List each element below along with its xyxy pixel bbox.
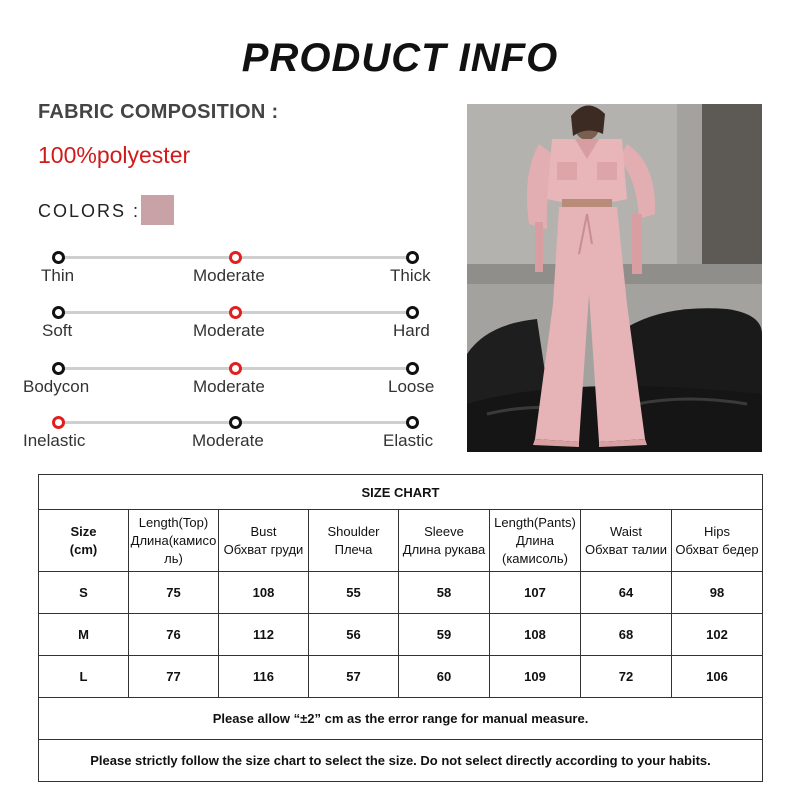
table-cell: 76 (129, 614, 219, 656)
table-cell: 60 (399, 656, 490, 698)
table-row (39, 572, 763, 614)
scale-label-right: Elastic (383, 431, 434, 450)
scale-dot-left (52, 251, 65, 264)
table-cell: 112 (219, 614, 309, 656)
table-cell: M (39, 614, 129, 656)
table-row (39, 614, 763, 656)
product-photo (467, 104, 762, 452)
table-cell: 72 (581, 656, 672, 698)
header-cell: Hips Обхват бедер (672, 510, 763, 572)
table-cell: 108 (490, 614, 581, 656)
header-cell: Bust Обхват груди (219, 510, 309, 572)
table-header-row (39, 510, 763, 572)
table-cell: 102 (672, 614, 763, 656)
table-cell: 68 (581, 614, 672, 656)
scale-fit (20, 362, 450, 412)
scale-dot-right (406, 251, 419, 264)
table-row (39, 656, 763, 698)
scale-label-left: Thin (41, 266, 75, 285)
table-cell: 77 (129, 656, 219, 698)
scale-label-right: Thick (390, 266, 431, 285)
size-selection-note: Please strictly follow the size chart to select the size. Do not select directly according to your habits. (39, 740, 763, 782)
scale-elasticity (20, 416, 450, 466)
scale-dot-left (52, 362, 65, 375)
scale-label-left: Soft (42, 321, 73, 340)
scale-label-middle: Moderate (193, 321, 265, 340)
table-cell: 75 (129, 572, 219, 614)
header-cell: Length(Pants) Длина (камисоль) (490, 510, 581, 572)
table-cell: 98 (672, 572, 763, 614)
scale-label-middle: Moderate (192, 431, 264, 450)
scale-dot-left (52, 306, 65, 319)
scale-dot-right (406, 306, 419, 319)
scale-label-middle: Moderate (193, 266, 265, 285)
scale-label-middle: Moderate (193, 377, 265, 396)
color-swatch[interactable] (141, 195, 174, 225)
page-title: PRODUCT INFO (241, 36, 559, 80)
size-chart-table (38, 474, 763, 782)
table-cell: 106 (672, 656, 763, 698)
fabric-composition-label: FABRIC COMPOSITION : (38, 101, 279, 123)
header-cell: Size (cm) (39, 510, 129, 572)
scale-dot-right (406, 362, 419, 375)
size-chart-title: SIZE CHART (39, 475, 763, 510)
scale-dot-middle (229, 416, 242, 429)
table-cell: 64 (581, 572, 672, 614)
table-cell: 55 (309, 572, 399, 614)
scale-label-right: Hard (393, 321, 430, 340)
scale-dot-middle (229, 362, 242, 375)
table-cell: L (39, 656, 129, 698)
scale-dot-right (406, 416, 419, 429)
scale-softness (20, 306, 450, 356)
table-cell: 56 (309, 614, 399, 656)
table-cell: 108 (219, 572, 309, 614)
header-cell: Length(Top) Длина(камисо ль) (129, 510, 219, 572)
scale-dot-left (52, 416, 65, 429)
table-cell: 109 (490, 656, 581, 698)
scale-label-left: Inelastic (23, 431, 86, 450)
scale-thickness (20, 251, 450, 301)
table-cell: 107 (490, 572, 581, 614)
scale-label-left: Bodycon (23, 377, 90, 396)
table-cell: 57 (309, 656, 399, 698)
header-cell: Sleeve Длина рукава (399, 510, 490, 572)
header-cell: Waist Обхват талии (581, 510, 672, 572)
model-illustration (467, 104, 762, 452)
fabric-composition-value: 100%polyester (38, 142, 191, 168)
measurement-note: Please allow “±2” cm as the error range for manual measure. (39, 698, 763, 740)
scale-dot-middle (229, 306, 242, 319)
scale-label-right: Loose (388, 377, 435, 396)
scale-dot-middle (229, 251, 242, 264)
table-cell: 116 (219, 656, 309, 698)
colors-label: COLORS : (38, 201, 141, 221)
table-cell: 59 (399, 614, 490, 656)
header-cell: Shoulder Плеча (309, 510, 399, 572)
table-cell: S (39, 572, 129, 614)
table-cell: 58 (399, 572, 490, 614)
